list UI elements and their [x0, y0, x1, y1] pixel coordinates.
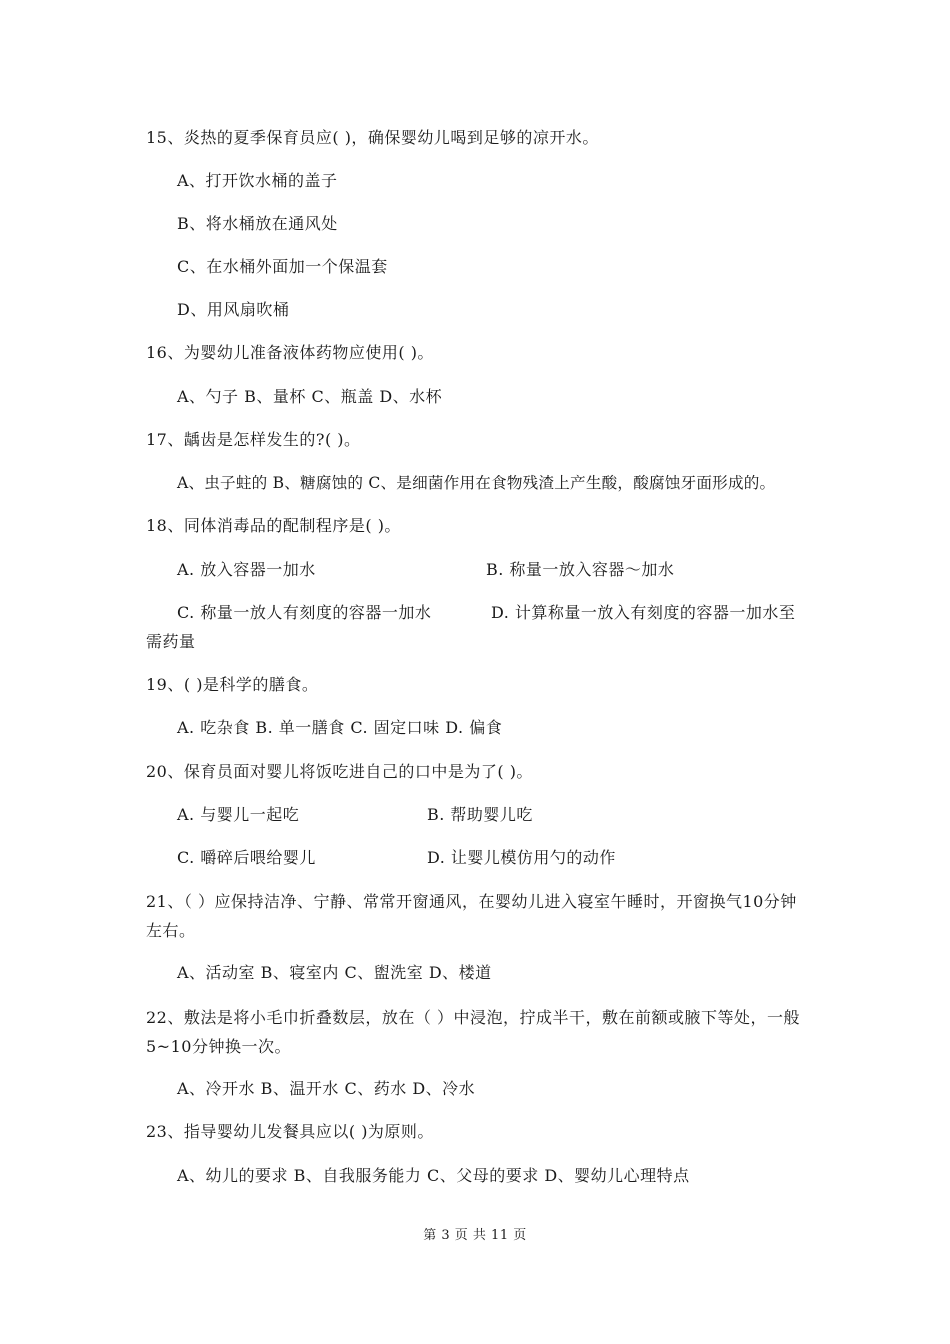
question-19-stem: 19、( )是科学的膳食。 — [146, 675, 319, 694]
question-15-option-a: A、打开饮水桶的盖子 — [177, 171, 338, 190]
question-15-option-b: B、将水桶放在通风处 — [177, 214, 338, 233]
question-15-option-c: C、在水桶外面加一个保温套 — [177, 257, 388, 276]
question-20-option-b: B. 帮助婴儿吃 — [427, 805, 533, 824]
question-18-option-c: C. 称量一放人有刻度的容器一加水 — [177, 603, 432, 622]
page-footer: 第 3 页 共 11 页 — [423, 1228, 527, 1243]
question-21-stem: 21、（ ）应保持洁净、宁静、常常开窗通风，在婴幼儿进入寝室午睡时，开窗换气10分钟左右。 — [146, 892, 797, 940]
question-20-option-a: A. 与婴儿一起吃 — [177, 805, 300, 824]
question-15-option-d: D、用风扇吹桶 — [177, 300, 290, 319]
question-16-options: A、勺子 B、量杯 C、瓶盖 D、水杯 — [177, 387, 443, 406]
question-20-option-c: C. 嚼碎后喂给婴儿 — [177, 848, 316, 867]
question-18-option-d-continued: 需药量 — [146, 632, 196, 651]
question-15-stem: 15、炎热的夏季保育员应( )，确保婴幼儿喝到足够的凉开水。 — [146, 128, 599, 147]
question-21-options: A、活动室 B、寝室内 C、盥洗室 D、楼道 — [177, 963, 492, 982]
question-23-options: A、幼儿的要求 B、自我服务能力 C、父母的要求 D、婴幼儿心理特点 — [177, 1166, 690, 1185]
question-19-options: A. 吃杂食 B. 单一膳食 C. 固定口味 D. 偏食 — [177, 718, 503, 737]
question-17-stem: 17、龋齿是怎样发生的?( )。 — [146, 430, 361, 449]
question-20-stem: 20、保育员面对婴儿将饭吃进自己的口中是为了( )。 — [146, 762, 533, 781]
question-18-option-b: B. 称量一放入容器～加水 — [486, 560, 675, 579]
question-18-option-d: D. 计算称量一放入有刻度的容器一加水至 — [491, 603, 796, 622]
question-16-stem: 16、为婴幼儿准备液体药物应使用( )。 — [146, 343, 434, 362]
question-22-stem: 22、敷法是将小毛巾折叠数层，放在（ ）中浸泡，拧成半干，敷在前额或腋下等处，一般5~10分钟换一次。 — [146, 1008, 800, 1056]
question-18-option-a: A. 放入容器一加水 — [177, 560, 316, 579]
question-22-options: A、冷开水 B、温开水 C、药水 D、冷水 — [177, 1079, 476, 1098]
question-23-stem: 23、指导婴幼儿发餐具应以( )为原则。 — [146, 1122, 434, 1141]
question-20-option-d: D. 让婴儿模仿用勺的动作 — [427, 848, 616, 867]
question-17-options: A、虫子蛀的 B、糖腐蚀的 C、是细菌作用在食物残渣上产生酸，酸腐蚀牙面形成的。 — [177, 474, 776, 492]
question-18-stem: 18、同体消毒品的配制程序是( )。 — [146, 516, 401, 535]
